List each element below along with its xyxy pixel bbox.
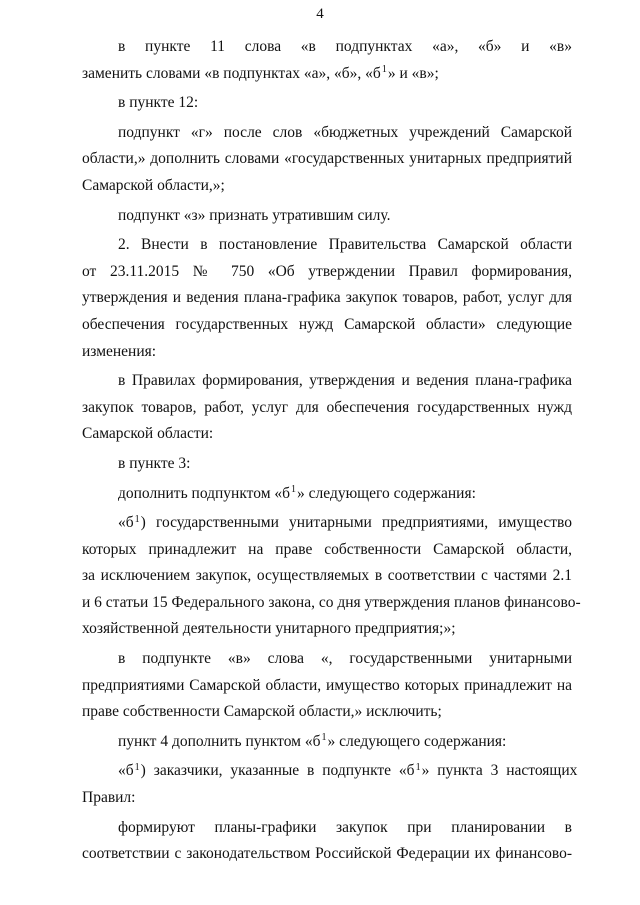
text-span: ) заказчики, указанные в подпункте «б <box>140 762 415 780</box>
text-line: в Правилах формирования, утверждения и ведения плана-графика <box>118 372 572 390</box>
text-span: » следующего содержания: <box>297 484 476 502</box>
text-line: подпункт «г» после слов «бюджетных учреждений Самарской <box>118 123 572 141</box>
text-line: Самарской области: <box>82 425 214 443</box>
text-span: заменить словами «в подпунктах «а», «б», «б <box>82 64 381 82</box>
text-line: в пункте 3: <box>118 454 191 472</box>
text-line: формируют планы-графики закупок при планировании в <box>118 818 572 836</box>
text-line: и 6 статьи 15 Федерального закона, со дня утверждения планов финансово- <box>82 593 581 611</box>
text-line: утверждения и ведения плана-графика закупок товаров, работ, услуг для <box>82 289 572 307</box>
text-line: области,» дополнить словами «государственных унитарных предприятий <box>82 150 572 168</box>
text-span <box>118 510 141 537</box>
text-line: соответствии с законодательством Российской Федерации их финансово- <box>82 845 572 863</box>
superscript: 1 <box>134 761 140 773</box>
text-line: подпункт «з» признать утратившим силу. <box>118 206 391 224</box>
text-line: Самарской области,»; <box>82 176 225 194</box>
text-line: предприятиями Самарской области, имущество которых принадлежит на <box>82 676 572 694</box>
text-span: «б <box>118 514 134 532</box>
text-line <box>82 510 572 537</box>
text-line: праве собственности Самарской области,» исключить; <box>82 703 442 721</box>
text-line: закупок товаров, работ, услуг для обеспечения государственных нужд <box>82 398 572 416</box>
text-line: в подпункте «в» слова «, государственными унитарными <box>118 650 572 668</box>
text-line <box>82 729 572 756</box>
text-line: которых принадлежит на праве собственности Самарской области, <box>82 540 572 558</box>
document-body <box>82 34 581 868</box>
text-line: Правил: <box>82 789 136 807</box>
text-line: изменения: <box>82 342 157 360</box>
text-line: в пункте 11 слова «в подпунктах «а», «б» и «в» <box>118 38 572 55</box>
text-span: дополнить подпунктом «б <box>118 484 291 502</box>
text-span: ) государственными унитарными предприятиями, имущество <box>140 514 572 532</box>
text-line: 2. Внести в постановление Правительства Самарской области <box>118 236 572 254</box>
text-line: за исключением закупок, осуществляемых в соответствии с частями 2.1 <box>82 567 572 585</box>
superscript: 1 <box>415 761 421 773</box>
superscript: 1 <box>381 64 387 76</box>
text-line <box>82 61 572 88</box>
text-line <box>82 481 572 508</box>
text-span: «б <box>118 762 134 780</box>
text-line <box>82 758 578 785</box>
text-span: » и «в»; <box>387 64 439 82</box>
page-number: 4 <box>316 6 324 22</box>
superscript: 1 <box>321 732 327 744</box>
text-span: пункт 4 дополнить пунктом «б <box>118 732 321 750</box>
text-line: от 23.11.2015 № 750 «Об утверждении Правил формирования, <box>82 262 572 280</box>
superscript: 1 <box>134 513 140 525</box>
text-line: в пункте 12: <box>118 94 199 112</box>
text-line: обеспечения государственных нужд Самарской области» следующие <box>82 315 572 333</box>
superscript: 1 <box>291 483 297 495</box>
text-span: » следующего содержания: <box>327 732 507 750</box>
text-line: хозяйственной деятельности унитарного предприятия;»; <box>82 620 456 638</box>
text-span: » пункта 3 настоящих <box>421 762 578 780</box>
